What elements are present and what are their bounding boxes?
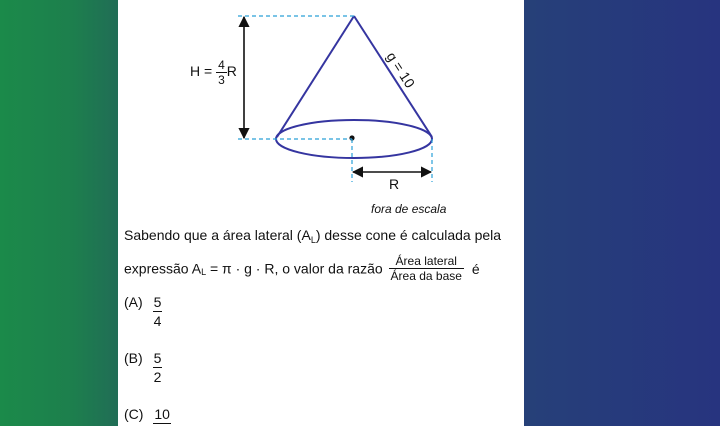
option-b-fraction xyxy=(153,350,163,385)
cone-figure xyxy=(118,0,524,220)
cone-slant-side xyxy=(354,16,432,137)
ratio-denominator: Área da base xyxy=(390,269,462,283)
option-a-label: (A) xyxy=(124,294,143,310)
q2-text-b: = π · g · R, o valor da razão xyxy=(206,260,387,277)
question-line-2 xyxy=(124,254,480,283)
option-a-den: 4 xyxy=(153,313,162,329)
slant-label: g = 10 xyxy=(383,48,419,91)
option-b-den: 2 xyxy=(153,369,162,385)
option-a-fraction xyxy=(153,294,163,329)
height-label xyxy=(190,58,237,87)
height-label-suffix: R xyxy=(226,63,237,80)
option-b-label: (B) xyxy=(124,350,143,366)
q2-subscript: L xyxy=(201,267,207,278)
figure-caption: fora de escala xyxy=(371,202,447,216)
radius-label: R xyxy=(389,176,400,192)
option-a-num: 5 xyxy=(153,294,162,310)
q1-text-a: Sabendo que a área lateral (A xyxy=(124,227,311,243)
height-fraction-num: 4 xyxy=(218,58,225,72)
option-c-label: (C) xyxy=(124,406,144,422)
question-page xyxy=(118,0,524,426)
option-a[interactable] xyxy=(124,294,162,329)
option-c[interactable] xyxy=(124,406,171,424)
height-label-prefix: H = xyxy=(190,63,213,80)
q1-subscript: L xyxy=(310,235,316,245)
q2-text-c: é xyxy=(467,260,480,277)
cone-left-side xyxy=(277,16,354,137)
height-fraction-den: 3 xyxy=(218,73,225,87)
height-fraction xyxy=(216,58,227,87)
option-b-num: 5 xyxy=(153,350,162,366)
ratio-fraction xyxy=(389,254,464,283)
q1-text-b: ) desse cone é calculada pela xyxy=(315,227,502,243)
question-line-1 xyxy=(124,227,501,248)
ratio-numerator: Área lateral xyxy=(389,254,464,269)
q2-text-a: expressão A xyxy=(124,260,202,277)
option-c-num: 10 xyxy=(154,406,170,422)
option-b[interactable] xyxy=(124,350,162,385)
option-c-fraction xyxy=(153,406,171,424)
